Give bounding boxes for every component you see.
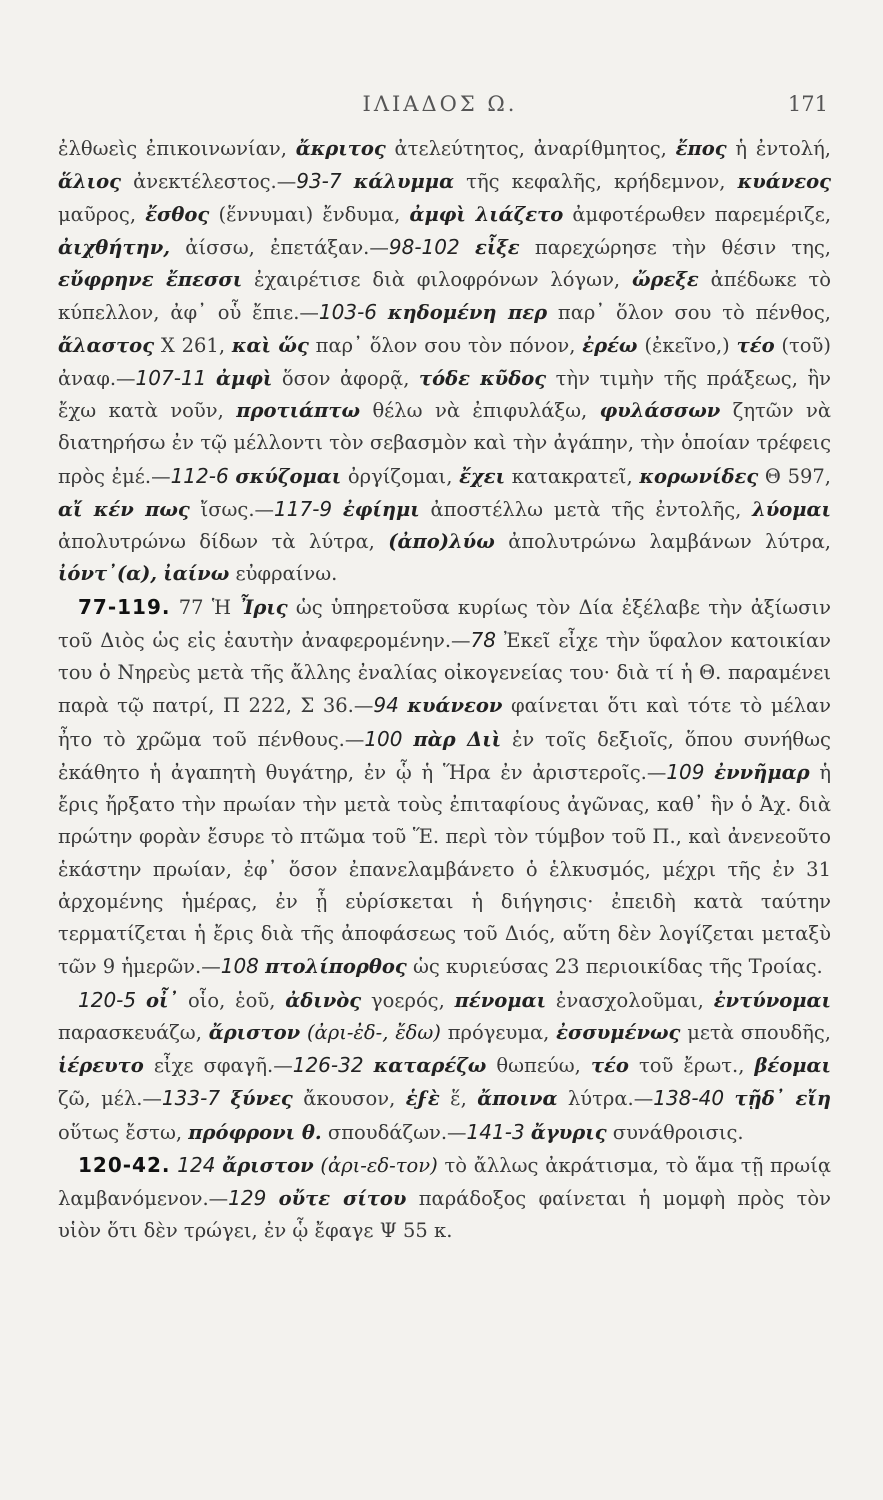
lemma: ἔπος bbox=[675, 137, 727, 160]
verse-reference: 94 bbox=[373, 693, 399, 718]
lemma: ἐφίημι bbox=[342, 497, 420, 521]
lemma: ἐρέω bbox=[582, 333, 638, 357]
text-run: ἀπολυτρώνω δίδων τὰ λύτρα, bbox=[58, 530, 389, 553]
text-run: πρόγευμα, bbox=[440, 1020, 557, 1044]
text-run: ζητῶν νὰ διατηρήσω ἐν τῷ μέλλοντι τὸν σεβασμὸν καὶ τὴν ἀγάπην, τὴν ὁποίαν τρέφεις πρὸς ἐμέ.— bbox=[58, 399, 831, 488]
text-run: ἴσως.— bbox=[189, 497, 275, 521]
text-run: τὸ ἄλλως ἀκράτισμα, τὸ ἅμα τῇ πρωίᾳ λαμβανόμενον.— bbox=[58, 1153, 832, 1210]
text-run: ὡς ὑπηρετοῦσα κυρίως τὸν Δία ἐξέλαβε τὴν ἀξίωσιν τοῦ Διὸς ὡς εἰς ἑαυτὴν ἀναφερομένην.— bbox=[58, 595, 831, 652]
lemma: οὔτε σίτου bbox=[278, 1187, 407, 1210]
verse-reference: 100 bbox=[364, 726, 403, 751]
text-run: (ἕννυμαι) ἔνδυμα, bbox=[209, 202, 410, 226]
text-run: θέλω νὰ ἐπιφυλάξω, bbox=[360, 399, 600, 422]
text-run: 77 Ἡ bbox=[170, 595, 240, 619]
text-run: λύτρα.— bbox=[557, 1087, 654, 1111]
lemma: κηδομένη περ bbox=[387, 301, 548, 325]
verse-reference: 141-3 bbox=[466, 1119, 525, 1144]
text-run bbox=[332, 498, 343, 521]
lemma: Ἶρις bbox=[239, 595, 288, 619]
verse-reference: 126-32 bbox=[292, 1053, 364, 1077]
text-run: συνάθροισις. bbox=[606, 1120, 744, 1144]
text-run bbox=[220, 1087, 230, 1110]
lemma: ἀμφὶ bbox=[215, 366, 273, 390]
verse-reference: 133-7 bbox=[161, 1086, 221, 1111]
page-number: 171 bbox=[787, 92, 828, 116]
lemma: αἴ κέν πως bbox=[58, 497, 190, 521]
verse-reference: 109 bbox=[666, 759, 705, 784]
text-run bbox=[266, 1187, 278, 1210]
lemma: τόδε κῦδος bbox=[418, 366, 547, 390]
text-run: ἀπέδωκε τὸ κύπελλον, ἀφ᾽ οὗ ἔπιε.— bbox=[58, 268, 831, 325]
text-run bbox=[364, 1054, 374, 1077]
text-run: κατακρατεῖ, bbox=[505, 464, 640, 488]
lemma: ἰαίνω bbox=[163, 562, 230, 586]
section-heading: 120-42. bbox=[78, 1152, 171, 1177]
text-run bbox=[705, 761, 715, 784]
verse-reference: 117-9 bbox=[274, 496, 333, 521]
text-run: ἀμφοτέρωθεν παρεμέριζε, bbox=[563, 202, 832, 226]
lemma: εἶξε bbox=[474, 235, 520, 259]
verse-reference: 93-7 bbox=[296, 169, 342, 194]
lemma: καὶ ὥς bbox=[231, 333, 309, 357]
lemma: σκύζομαι bbox=[235, 464, 342, 488]
text-run: εἶχε σφαγῆ.— bbox=[143, 1054, 293, 1077]
text-run: οὕτως ἔστω, bbox=[58, 1120, 189, 1144]
verse-reference: 103-6 bbox=[318, 300, 378, 325]
text-run: ὅσον ἀφορᾷ, bbox=[272, 366, 419, 390]
lemma: τέο bbox=[590, 1054, 629, 1077]
text-run: ἐν τοῖς δεξιοῖς, ὅπου συνήθως ἐκάθητο ἡ ἀγαπητὴ θυγάτηρ, ἐν ᾧ ἡ Ἥρα ἐν ἀριστεροῖς.— bbox=[58, 727, 831, 784]
text-run: ἕ, bbox=[439, 1087, 478, 1111]
lemma: ἑϝὲ bbox=[405, 1087, 440, 1111]
verse-reference: 138-40 bbox=[653, 1086, 725, 1111]
text-run: ἐλθωεὶς ἐπικοινωνίαν, bbox=[58, 137, 296, 160]
lemma: πρόφρονι θ. bbox=[188, 1120, 322, 1144]
text-run bbox=[342, 170, 354, 193]
lemma: ἄριστον bbox=[222, 1153, 314, 1177]
verse-reference: 124 bbox=[177, 1152, 216, 1177]
lemma: κυάνεον bbox=[407, 694, 503, 718]
verse-reference: 112-6 bbox=[170, 463, 229, 488]
text-run: γοερός, bbox=[361, 988, 455, 1012]
lemma: ἔσθος bbox=[145, 202, 210, 226]
lemma: ὤρεξε bbox=[631, 268, 699, 291]
lemma: ἐσσυμένως bbox=[556, 1020, 681, 1044]
lemma: βέομαι bbox=[754, 1054, 831, 1077]
lemma: οἶ᾽ bbox=[145, 988, 179, 1012]
text-run: (ἐκεῖνο,) bbox=[637, 333, 737, 357]
text-run: ἀνεκτέλεστος.— bbox=[121, 170, 297, 194]
verse-reference: 107-11 bbox=[135, 365, 207, 390]
text-run: ζῶ, μέλ.— bbox=[58, 1087, 162, 1111]
section-heading: 77-119. bbox=[78, 594, 171, 619]
lemma: λύομαι bbox=[752, 497, 831, 521]
paragraph bbox=[58, 984, 831, 1149]
text-run: τοῦ ἔρωτ., bbox=[628, 1054, 755, 1077]
commentary-text bbox=[58, 133, 831, 1248]
text-run bbox=[206, 367, 216, 390]
lemma: ἔχει bbox=[459, 464, 506, 488]
text-run: θωπεύω, bbox=[486, 1054, 591, 1077]
lemma: ἄποινα bbox=[477, 1087, 558, 1111]
text-run: ὀργίζομαι, bbox=[341, 464, 460, 488]
lemma: ἄλαστος bbox=[58, 333, 155, 357]
text-run bbox=[724, 1087, 734, 1110]
text-run: παρ᾽ ὅλον σου τὸν πόνον, bbox=[308, 333, 583, 357]
lemma: τέο bbox=[736, 333, 775, 357]
text-run: Θ 597, bbox=[758, 464, 831, 488]
verse-reference: 120-5 bbox=[78, 987, 137, 1012]
lemma: ἱέρευτο bbox=[58, 1054, 144, 1077]
verse-reference: 78 bbox=[470, 627, 496, 652]
lemma: κορωνίδες bbox=[639, 464, 759, 488]
verse-reference: 98-102 bbox=[388, 234, 460, 259]
lemma: ἀμφὶ λιάζετο bbox=[409, 202, 564, 226]
text-run bbox=[136, 989, 146, 1012]
lemma: κυάνεος bbox=[737, 170, 832, 194]
text-run bbox=[460, 236, 475, 259]
text-run: ἀτελεύτητος, ἀναρίθμητος, bbox=[385, 137, 676, 160]
text-run: ὡς κυριεύσας 23 περιοικίδας τῆς Τροίας. bbox=[406, 955, 823, 979]
text-run bbox=[377, 301, 388, 324]
lemma: (ἀπο)λύω bbox=[388, 530, 495, 553]
text-run: τὴν τιμὴν τῆς πράξεως, ἣν ἔχω κατὰ νοῦν, bbox=[58, 366, 832, 422]
text-run: σπουδάζων.— bbox=[321, 1120, 467, 1144]
text-run: φαίνεται ὅτι καὶ τότε τὸ μέλαν ἦτο τὸ χρῶμα τοῦ πένθους.— bbox=[58, 694, 831, 751]
verse-reference: 129 bbox=[228, 1186, 267, 1210]
lemma: προτιάπτω bbox=[236, 399, 361, 422]
etymology: (ἀρι-εδ-τον) bbox=[320, 1153, 438, 1177]
text-run: τῆς κεφαλῆς, κρήδεμνον, bbox=[454, 170, 738, 194]
text-run: ἀίσσω, ἐπετάξαν.— bbox=[170, 235, 389, 259]
lemma: ἄκριτος bbox=[295, 137, 386, 160]
text-run: ἡ ἐντολή, bbox=[726, 137, 831, 160]
paragraph bbox=[58, 591, 831, 984]
lemma: ἀδινὸς bbox=[285, 988, 362, 1012]
text-run: ἐχαιρέτισε διὰ φιλοφρόνων λόγων, bbox=[242, 268, 632, 291]
paragraph bbox=[58, 1149, 831, 1248]
text-run: οἷο, ἑοῦ, bbox=[178, 988, 286, 1012]
page-header bbox=[52, 92, 828, 132]
text-run bbox=[300, 1021, 307, 1044]
text-run: παρεχώρησε τὴν θέσιν της, bbox=[519, 235, 831, 259]
text-run: Χ 261, bbox=[154, 333, 232, 357]
running-title: ΙΛΙΑΔΟΣ Ω. bbox=[362, 92, 518, 116]
text-run bbox=[403, 728, 414, 751]
lemma: ἅλιος bbox=[58, 170, 121, 194]
text-run: παράδοξος φαίνεται ἡ μομφὴ πρὸς τὸν υἱὸν ὅτι δὲν τρώγει, ἐν ᾧ ἔφαγε Ψ 55 κ. bbox=[58, 1187, 831, 1243]
text-run: ἡ ἔρις ἤρξατο τὴν πρωίαν τὴν μετὰ τοὺς ἐπιταφίους ἀγῶνας, καθ᾽ ἣν ὁ Ἀχ. διὰ πρώτην φορὰν ἔσυρε τὸ πτῶμα τοῦ Ἕ. περὶ τὸν τύμβον τοῦ Π., καὶ ἀνενεοῦτο ἑκάστην πρωίαν, ἐφ᾽ ὅσον ἐπανελαμβάνετο ὁ ἑλκυσμός, μέχρι τῆς ἐν 31 ἀρχομένης ἡμέρας, ἐν ᾗ εὑρίσκεται ἡ διήγησις· ἐπειδὴ κατὰ ταύτην τερματίζεται ἡ ἔρις διὰ τῆς ἀποφάσεως τοῦ Διός, αὕτη δὲν λογίζεται μεταξὺ τῶν 9 ἡμερῶν.— bbox=[58, 760, 831, 979]
text-run: μαῦρος, bbox=[58, 202, 146, 226]
text-run: Ἐκεῖ εἶχε τὴν ὕφαλον κατοικίαν του ὁ Νηρεὺς μετὰ τῆς ἄλλης ἐναλίας οἰκογενείας του· διὰ τί ἡ Θ. παραμένει παρὰ τῷ πατρί, Π 222, Σ 36.— bbox=[58, 628, 831, 718]
lemma: εὔφρηνε ἔπεσσι bbox=[58, 268, 243, 291]
lemma: πτολίπορθος bbox=[265, 955, 407, 979]
lemma: ἄριστον bbox=[208, 1020, 301, 1044]
text-run: εὐφραίνω. bbox=[229, 562, 338, 586]
lemma: ἐννῆμαρ bbox=[714, 760, 810, 784]
paragraph bbox=[58, 133, 831, 591]
verse-reference: 108 bbox=[220, 954, 259, 979]
lemma: ἄγυρις bbox=[530, 1120, 607, 1144]
lemma: ξύνες bbox=[230, 1087, 293, 1111]
lemma: πὰρ Διὶ bbox=[413, 727, 502, 751]
text-run: (τοῦ) ἀναφ.— bbox=[58, 333, 832, 390]
text-run: παρασκευάζω, bbox=[58, 1020, 209, 1044]
lemma: κάλυμμα bbox=[353, 170, 455, 194]
text-run: ἐνασχολοῦμαι, bbox=[546, 988, 714, 1012]
text-run: μετὰ σπουδῆς, bbox=[680, 1020, 831, 1044]
lemma: φυλάσσων bbox=[599, 399, 721, 422]
text-run: ἄκουσον, bbox=[292, 1087, 406, 1111]
lemma: καταρέζω bbox=[373, 1054, 487, 1077]
lemma: τῇδ᾽ εἴη bbox=[734, 1087, 832, 1111]
text-run: ἀποστέλλω μετὰ τῆς ἐντολῆς, bbox=[419, 497, 753, 521]
lemma: ἰόντ᾽(α), bbox=[58, 562, 158, 586]
lemma: πένομαι bbox=[454, 988, 547, 1012]
lemma: ἀιχθήτην, bbox=[58, 235, 171, 259]
lemma: ἐντύνομαι bbox=[713, 988, 831, 1012]
text-run: παρ᾽ ὅλον σου τὸ πένθος, bbox=[547, 301, 831, 325]
etymology: (ἀρι-ἐδ-, ἔδω) bbox=[306, 1020, 441, 1044]
text-run: ἀπολυτρώνω λαμβάνων λύτρα, bbox=[494, 530, 831, 553]
